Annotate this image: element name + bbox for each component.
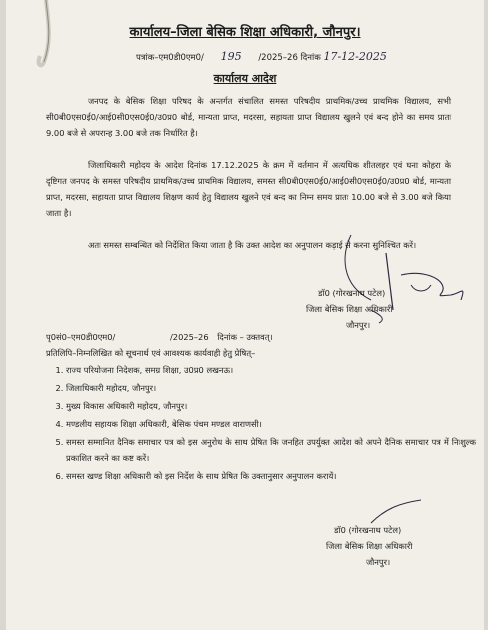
- signatory-place-2: जौनपुर।: [366, 557, 391, 567]
- list-item: 5. समस्त सम्मानित दैनिक समाचार पत्र को इस अनुरोध के साथ प्रेषित कि जनहित उपर्युक्त आदेश को अपने दैनिक समाचार पत्र में निःशुल्क प्रकाशित करने का कष्ट करें।: [66, 434, 476, 466]
- order-heading-text: कार्यालय आदेश: [213, 72, 277, 85]
- copy-date-text: दिनांक – उक्तवत्।: [217, 332, 273, 342]
- office-title-text: कार्यालय–जिला बेसिक शिक्षा अधिकारी, जौनपुर।: [129, 25, 361, 40]
- paragraph-1: जनपद के बेसिक शिक्षा परिषद के अन्तर्गत संचालित समस्त परिषदीय प्राथमिक/उच्च प्राथमिक विद्यालय, सभी सी0बी0एस0ई0/आई0सी0एस0ई0/उ0प्र0 बोर्ड, मान्यता प्राप्त, मदरसा, सहायता प्राप्त विद्यालय खुलने एवं बन्द होने का समय प्रातः 9.00 बजे से अपरान्ह 3.00 बजे तक निर्धारित है।: [46, 96, 451, 138]
- signatory-designation-1: जिला बेसिक शिक्षा अधिकारी: [306, 304, 393, 314]
- copy-ref-prefix: पृ0सं0–एम0डी0एम0/: [46, 332, 116, 342]
- paragraph-2: जिलाधिकारी महोदय के आदेश दिनांक 17.12.2025 के क्रम में वर्तमान में अत्यधिक शीतलहर एवं घना कोहरा के दृष्टिगत जनपद के समस्त परिषदीय प्राथमिक/उच्च प्राथमिक विद्यालय, समस्त सी0बी0एस0ई0/आई0सी0एस0ई0/उ0प्र0 बोर्ड, मान्यता प्राप्त, मदरसा, सहायता प्राप्त विद्यालय शिक्षण कार्य हेतु विद्यालय खुलने एवं बन्द का निम्न समय प्रातः 10.00 बजे से 3.00 बजे किया जाता है।: [46, 160, 451, 218]
- copy-recipient-list: [46, 362, 476, 486]
- signatory-name-1: डॉ0 (गोरखनाथ पटेल): [318, 288, 386, 298]
- copy-ref-year: /2025–26: [170, 332, 209, 342]
- document-page: [6, 0, 484, 630]
- signatory-designation-2: जिला बेसिक शिक्षा अधिकारी: [326, 541, 413, 551]
- signatory-name-2: डॉ0 (गोरखनाथ पटेल): [334, 525, 402, 535]
- list-item: 4. मण्डलीय सहायक शिक्षा अधिकारी, बेसिक पंचम मण्डल वाराणसी।: [66, 416, 476, 432]
- copy-heading: प्रतिलिपि–निम्नलिखित को सूचनार्थ एवं आवश्यक कार्यवाही हेतु प्रेषित्–: [46, 348, 256, 358]
- list-item: 2. जिलाधिकारी महोदय, जौनपुर।: [66, 380, 476, 396]
- order-heading: [6, 71, 484, 86]
- list-item: 3. मुख्य विकास अधिकारी महोदय, जौनपुर।: [66, 398, 476, 414]
- list-item: 1. राज्य परियोजना निदेशक, समग्र शिक्षा, उ0प्र0 लखनऊ।: [66, 362, 476, 378]
- date-label: दिनांक: [300, 53, 321, 63]
- reference-line: [136, 50, 387, 63]
- list-item: 6. समस्त खण्ड शिक्षा अधिकारी को इस निर्देश के साथ प्रेषित कि उक्तानुसार अनुपालन करायें।: [66, 468, 476, 484]
- ref-prefix: पत्रांक–एम0डी0एम0/: [136, 53, 204, 63]
- ref-number-handwritten: 195: [220, 50, 242, 63]
- office-title: [6, 22, 484, 40]
- paragraph-3: अतः समस्त सम्बन्धित को निर्देशित किया जाता है कि उक्त आदेश का अनुपालन कड़ाई से करना सुनिश्चित करें।: [88, 240, 417, 250]
- ref-year: /2025–26: [258, 53, 298, 63]
- signature-block-2: [326, 522, 412, 570]
- copy-reference-line: [46, 332, 273, 343]
- signatory-place-1: जौनपुर।: [346, 320, 371, 330]
- date-handwritten: 17-12-2025: [323, 50, 387, 63]
- signature-block-1: [306, 285, 392, 333]
